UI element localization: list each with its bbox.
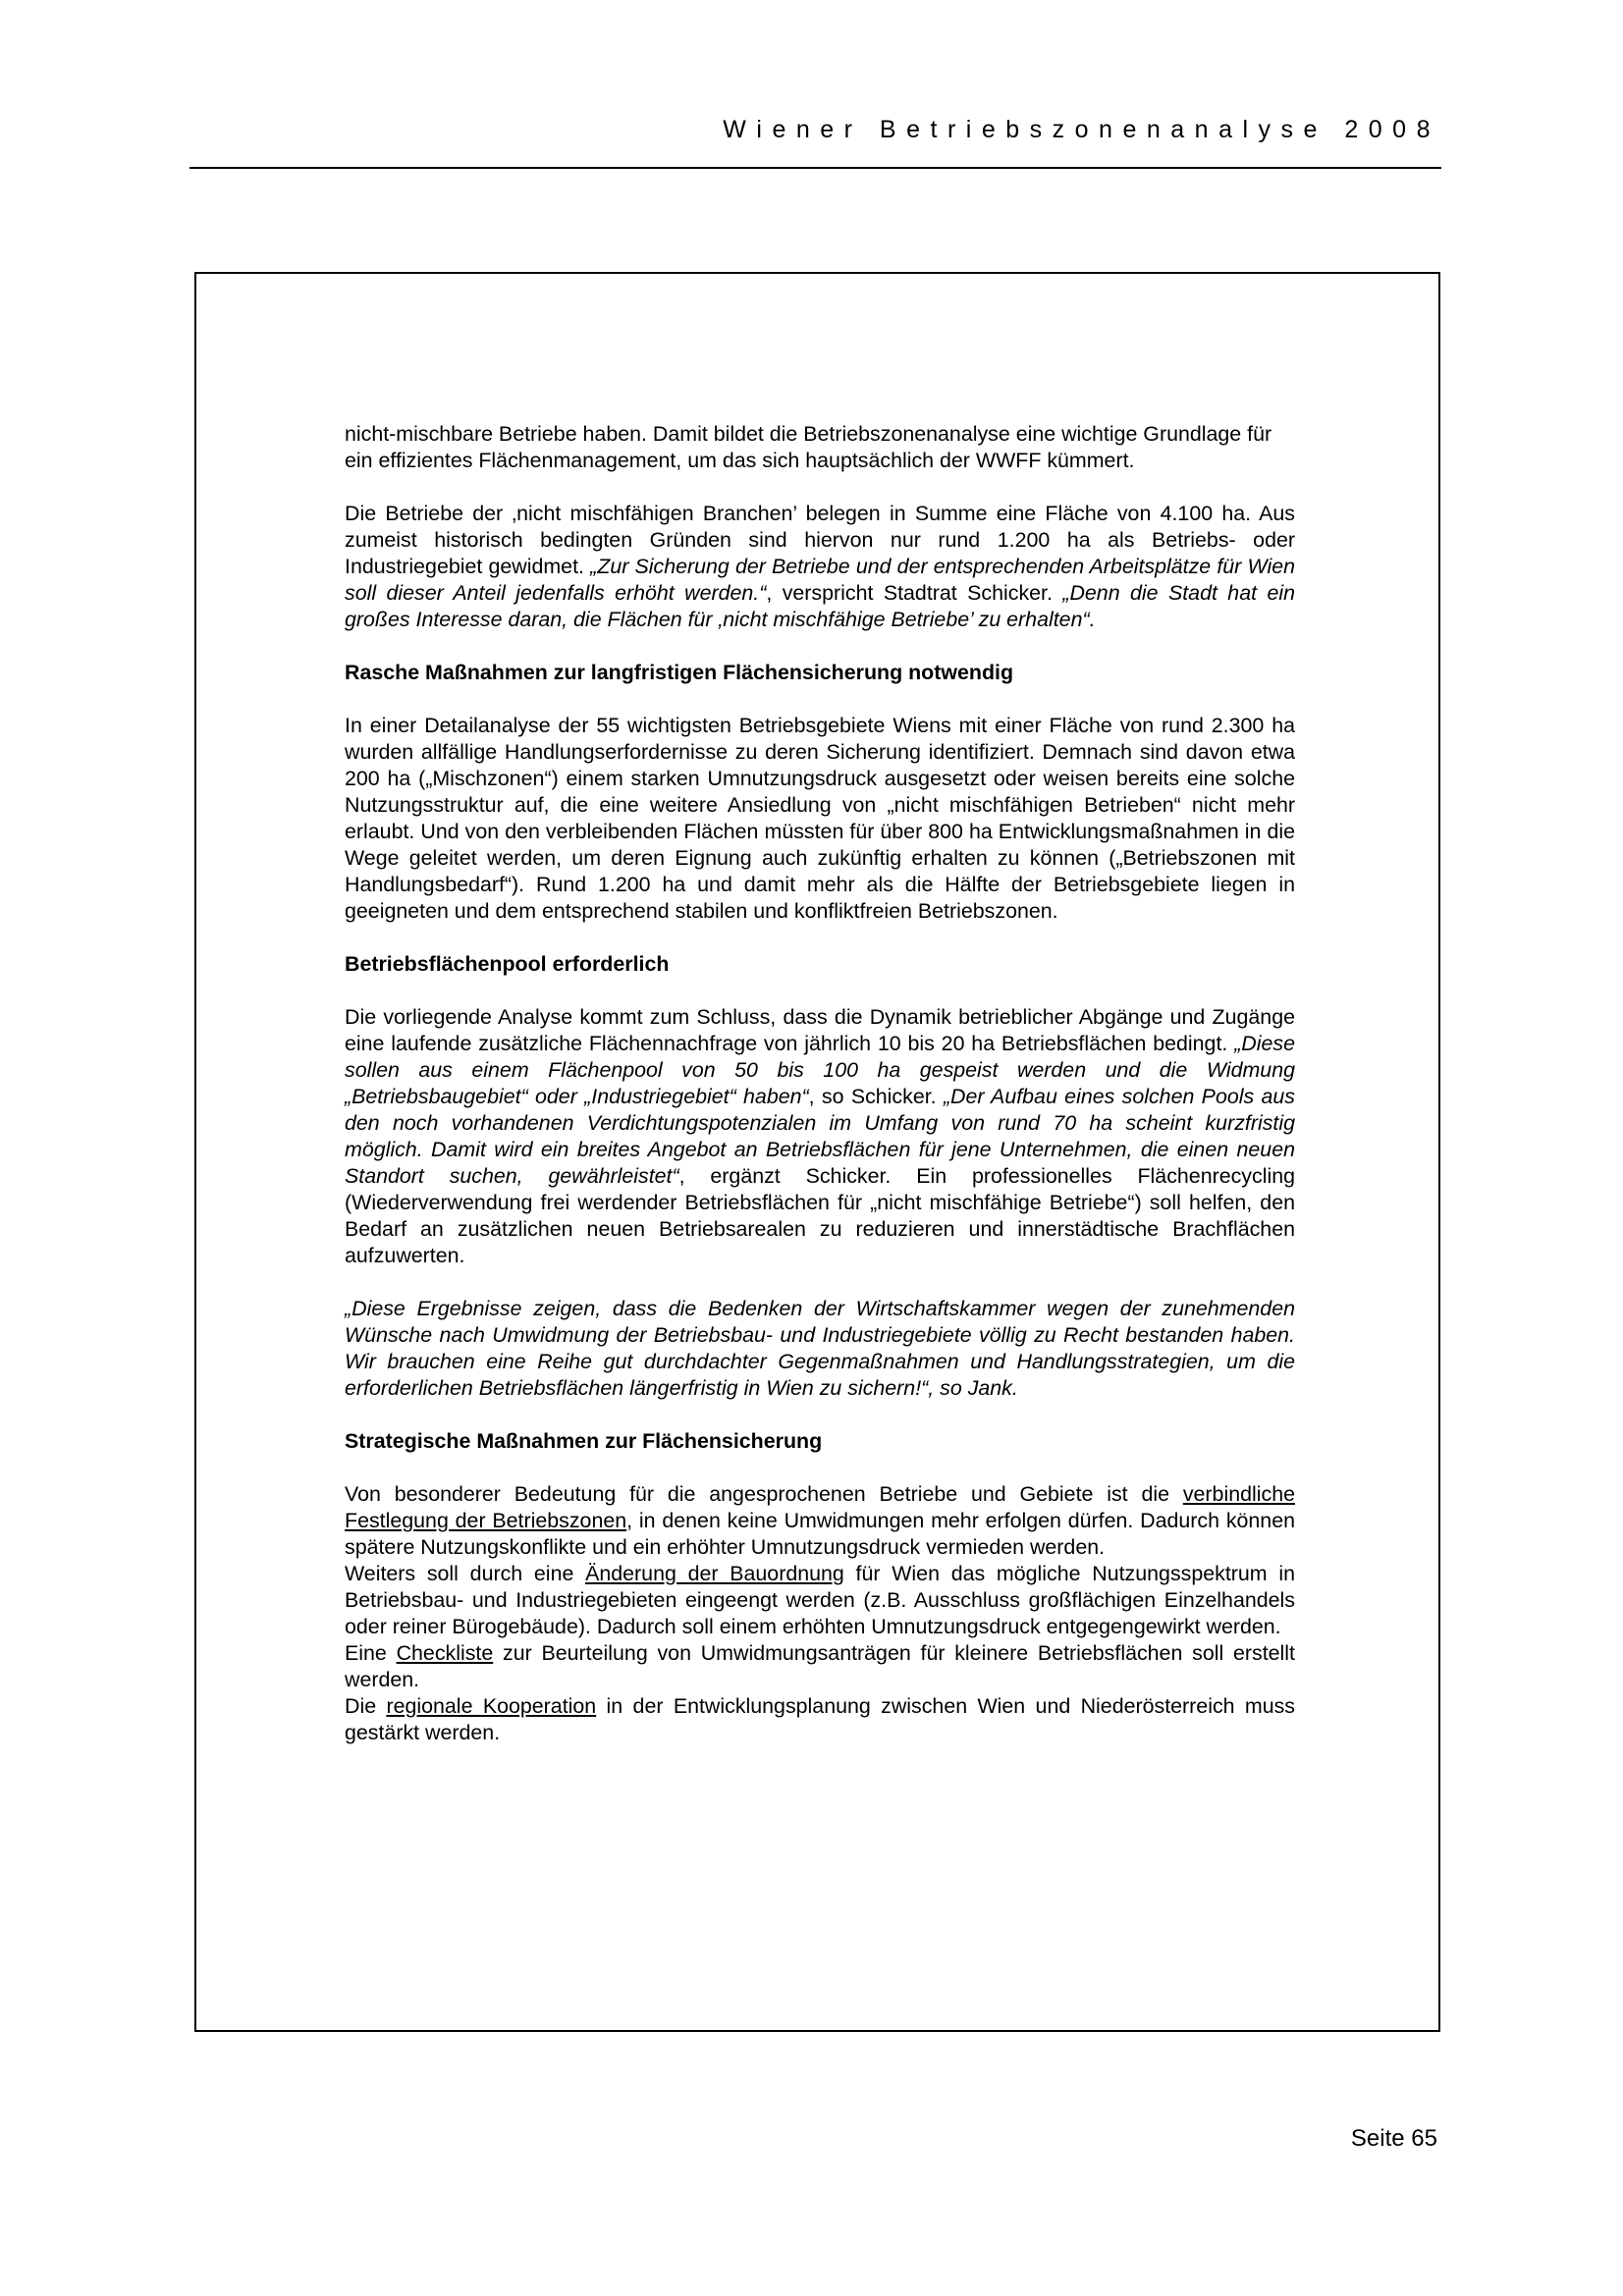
text-run: , so Schicker. [808, 1085, 944, 1108]
text-run: Eine [345, 1641, 397, 1665]
heading-rasche-massnahmen: Rasche Maßnahmen zur langfristigen Flächensicherung notwendig [345, 661, 1014, 684]
paragraph-kooperation [345, 1693, 1295, 1746]
text-run: in der Entwicklungsplanung zwischen Wien und Niederösterreich muss gestärkt werden. [345, 1694, 1295, 1744]
paragraph-bauordnung [345, 1561, 1295, 1640]
underlined-term: regionale Kooperation [386, 1694, 597, 1718]
article-body [345, 421, 1295, 1746]
paragraph-checkliste [345, 1640, 1295, 1693]
text-run: , ergänzt Schicker. Ein professionelles Flächenrecycling (Wiederverwendung frei werdender Betriebsflächen für „nicht mischfähige Betriebe“) soll helfen, den Bedarf an zusätzlichen neuen Betriebsarealen zu reduzieren und innerstädtische Brachflächen aufzuwerten. [345, 1164, 1295, 1267]
paragraph-analysis-conclusion [345, 1004, 1295, 1269]
paragraph-intro: nicht-mischbare Betriebe haben. Damit bildet die Betriebszonenanalyse eine wichtige Grundlage für ein effizientes Flächenmanagement, um das sich hauptsächlich der WWFF kümmert. [345, 422, 1272, 472]
text-run: Die [345, 1694, 387, 1718]
header-rule [189, 167, 1441, 169]
quote-jank: „Diese Ergebnisse zeigen, dass die Bedenken der Wirtschaftskammer wegen der zunehmenden Wünsche nach Umwidmung der Betriebsbau- und Industriegebiete völlig zu Recht bestanden haben. Wir brauchen eine Reihe gut durchdachter Gegenmaßnahmen und Handlungsstrategien, um die erforderlichen Betriebsflächen längerfristig in Wien zu sichern!“, so Jank. [345, 1297, 1295, 1400]
text-run: zur Beurteilung von Umwidmungsanträgen für kleinere Betriebsflächen soll erstellt werden. [345, 1641, 1295, 1691]
text-run: , in denen keine Umwidmungen mehr erfolgen dürfen. Dadurch können spätere Nutzungskonflikte und ein erhöhter Umnutzungsdruck vermieden werden. [345, 1509, 1295, 1559]
heading-strategische-massnahmen: Strategische Maßnahmen zur Flächensicherung [345, 1429, 823, 1453]
heading-betriebsflaechenpool: Betriebsflächenpool erforderlich [345, 952, 670, 976]
page-number: Seite 65 [1350, 2125, 1437, 2152]
paragraph-industrial-area [345, 501, 1295, 633]
underlined-term: Änderung der Bauordnung [585, 1562, 844, 1585]
underlined-term: Checkliste [396, 1641, 494, 1665]
text-run: Die Betriebe der ‚nicht mischfähigen Branchen’ belegen in Summe eine Fläche von 4.100 ha. Aus zumeist historisch bedingten Gründen sind hiervon nur rund 1.200 ha als Betriebs- oder Industriegebiet gewidmet. [345, 502, 1295, 578]
text-run: für Wien das mögliche Nutzungsspektrum in Betriebsbau- und Industriegebieten eingeengt werden (z.B. Ausschluss großflächigen Einzelhandels oder reiner Bürogebäude). Dadurch soll einem erhöhten Umnutzungsdruck entgegengewirkt werden. [345, 1562, 1295, 1638]
quote-schicker-3: „Diese sollen aus einem Flächenpool von 50 bis 100 ha gespeist werden und die Widmung „Betriebsbaugebiet“ oder „Industriegebiet“ haben“ [345, 1032, 1295, 1108]
quote-schicker-2: „Denn die Stadt hat ein großes Interesse daran, die Flächen für ‚nicht mischfähige Betriebe’ zu erhalten“. [345, 581, 1295, 631]
text-run: Weiters soll durch eine [345, 1562, 586, 1585]
text-run: Von besonderer Bedeutung für die angesprochenen Betriebe und Gebiete ist die [345, 1482, 1183, 1506]
text-run: Die vorliegende Analyse kommt zum Schluss, dass die Dynamik betrieblicher Abgänge und Zugänge eine laufende zusätzliche Flächennachfrage von jährlich 10 bis 20 ha Betriebsflächen bedingt. [345, 1005, 1295, 1055]
paragraph-festlegung [345, 1481, 1295, 1561]
quote-schicker-4: „Der Aufbau eines solchen Pools aus den noch vorhandenen Verdichtungspotenzialen im Umfang von rund 70 ha scheint kurzfristig möglich. Damit wird ein breites Angebot an Betriebsflächen für jene Unternehmen, die einen neuen Standort suchen, gewährleistet“ [345, 1085, 1295, 1188]
text-run: , verspricht Stadtrat Schicker. [766, 581, 1063, 605]
paragraph-detail-analysis: In einer Detailanalyse der 55 wichtigsten Betriebsgebiete Wiens mit einer Fläche von rund 2.300 ha wurden allfällige Handlungserfordernisse zu deren Sicherung identifiziert. Demnach sind davon etwa 200 ha („Mischzonen“) einem starken Umnutzungsdruck ausgesetzt oder weisen bereits eine solche Nutzungsstruktur auf, die eine weitere Ansiedlung von „nicht mischfähigen Betrieben“ nicht mehr erlaubt. Und von den verbleibenden Flächen müssten für über 800 ha Entwicklungsmaßnahmen in die Wege geleitet werden, um deren Eignung auch zukünftig erhalten zu können („Betriebszonen mit Handlungsbedarf“). Rund 1.200 ha und damit mehr als die Hälfte der Betriebsgebiete liegen in geeigneten und dem entsprechend stabilen und konfliktfreien Betriebszonen. [345, 714, 1295, 923]
underlined-term: verbindliche Festlegung der Betriebszonen [345, 1482, 1295, 1532]
running-header: Wiener Betriebszonenanalyse 2008 [723, 116, 1440, 143]
quote-schicker-1: „Zur Sicherung der Betriebe und der entsprechenden Arbeitsplätze für Wien soll dieser Anteil jedenfalls erhöht werden.“ [345, 555, 1295, 605]
